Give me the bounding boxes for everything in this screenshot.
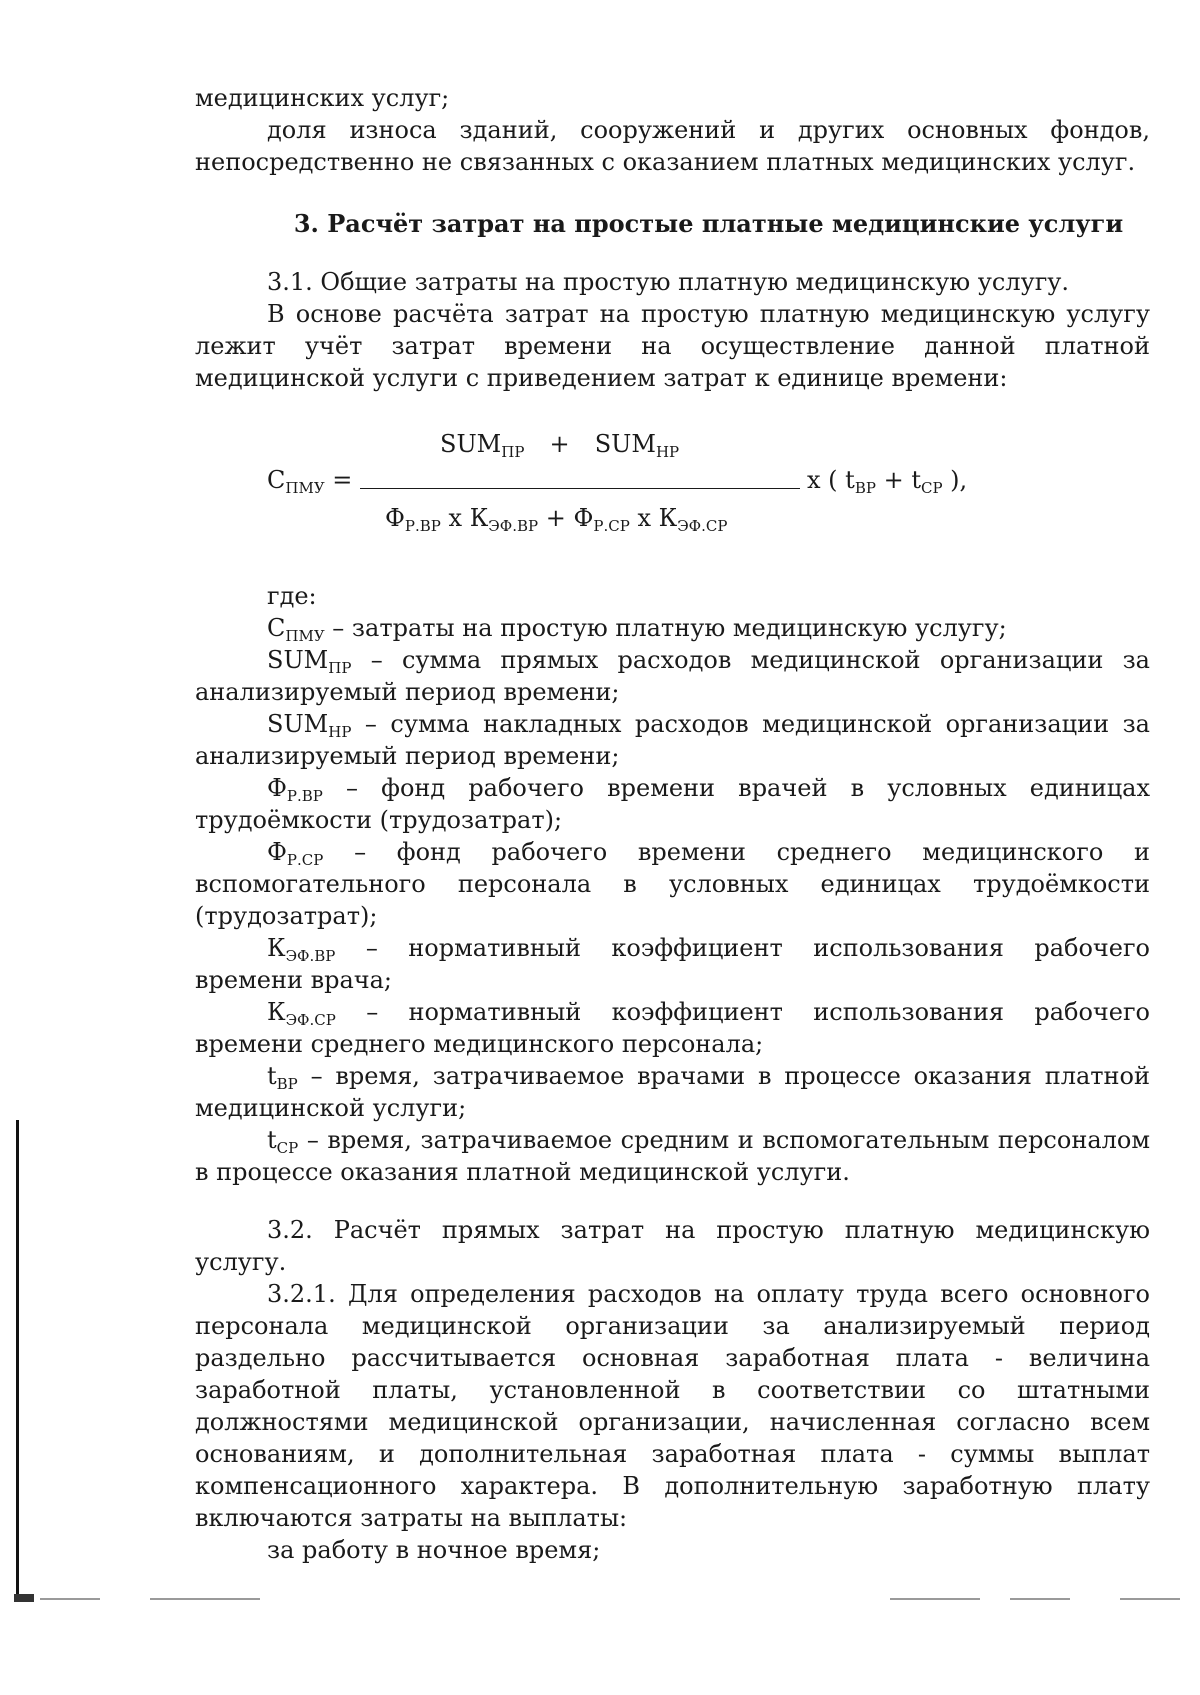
section-heading: 3. Расчёт затрат на простые платные медицинские услуги	[293, 209, 1124, 238]
document-body	[195, 82, 1150, 1566]
definition-item: $С_{ПМУ}$ – затраты на простую платную медицинскую услугу;	[267, 614, 1007, 645]
definition-item: $t_{СР}$ – время, затрачиваемое средним и вспомогательным персоналом в процессе оказания платной медицинской услуги.	[195, 1126, 1150, 1186]
cost-formula	[195, 420, 1150, 560]
definition-item: $Ф_{Р.ВР}$ – фонд рабочего времени врачей в условных единицах трудоёмкости (трудозатрат);	[195, 774, 1150, 834]
definition-item: $t_{ВР}$ – время, затрачиваемое врачами в процессе оказания платной медицинской услуги;	[195, 1062, 1150, 1122]
formula-sum-nr: $SUM_{НР}$	[594, 430, 680, 461]
formula-numerator	[440, 428, 679, 460]
scan-artifact	[150, 1598, 260, 1600]
formula-denominator: $Ф_{Р.ВР}$ х $К_{ЭФ.ВР} + Ф_{Р.СР}$ х $К_{ЭФ.СР}$	[385, 504, 728, 535]
definition-item: $SUM_{НР}$ – сумма накладных расходов медицинской организации за анализируемый период времени;	[195, 710, 1150, 770]
definition-item: $К_{ЭФ.ВР}$ – нормативный коэффициент использования рабочего времени врача;	[195, 934, 1150, 994]
where-label: где:	[267, 582, 317, 610]
subsection-3-2-title: 3.2. Расчёт прямых затрат на простую платную медицинскую услугу.	[195, 1216, 1150, 1276]
definition-item: $SUM_{ПР}$ – сумма прямых расходов медицинской организации за анализируемый период времени;	[195, 646, 1150, 706]
formula-sum-pr: $SUM_{ПР}$	[440, 430, 525, 461]
formula-plus: +	[549, 430, 570, 458]
scan-edge-line	[16, 1120, 19, 1598]
formula-lhs: $С_{ПМУ}$ =	[267, 466, 353, 497]
subsection-3-1-title: 3.1. Общие затраты на простую платную медицинскую услугу.	[267, 268, 1070, 296]
definition-item: $Ф_{Р.СР}$ – фонд рабочего времени среднего медицинского и вспомогательного персонала в условных единицах трудоёмкости (трудозатрат);	[195, 838, 1150, 930]
subsection-3-2-1-paragraph: 3.2.1. Для определения расходов на оплату труда всего основного персонала медицинской организации за анализируемый период раздельно рассчитывается основная заработная плата - величина заработной платы, установленной в соответствии со штатными должностями медицинской организации, начисленная согласно всем основаниям, и дополнительная заработная плата - суммы выплат компенсационного характера. В дополнительную заработную плату включаются затраты на выплаты:	[195, 1280, 1150, 1532]
definition-item: $К_{ЭФ.СР}$ – нормативный коэффициент использования рабочего времени среднего медицинского персонала;	[195, 998, 1150, 1058]
night-work-item: за работу в ночное время;	[267, 1536, 601, 1564]
spacer	[195, 1188, 1150, 1214]
formula-rhs: х ( $t_{ВР} + t_{СР}$ ),	[807, 466, 968, 497]
intro-line: медицинских услуг;	[195, 84, 450, 112]
fraction-bar	[360, 488, 800, 489]
scan-artifact	[890, 1598, 980, 1600]
scan-artifact	[1010, 1598, 1070, 1600]
subsection-3-1-paragraph: В основе расчёта затрат на простую платную медицинскую услугу лежит учёт затрат времени на осуществление данной платной медицинской услуги с приведением затрат к единице времени:	[195, 300, 1150, 392]
scan-artifact	[14, 1594, 34, 1602]
intro-paragraph: доля износа зданий, сооружений и других основных фондов, непосредственно не связанных с оказанием платных медицинских услуг.	[195, 116, 1150, 176]
scan-artifact	[40, 1598, 100, 1600]
scan-artifact	[1120, 1598, 1180, 1600]
